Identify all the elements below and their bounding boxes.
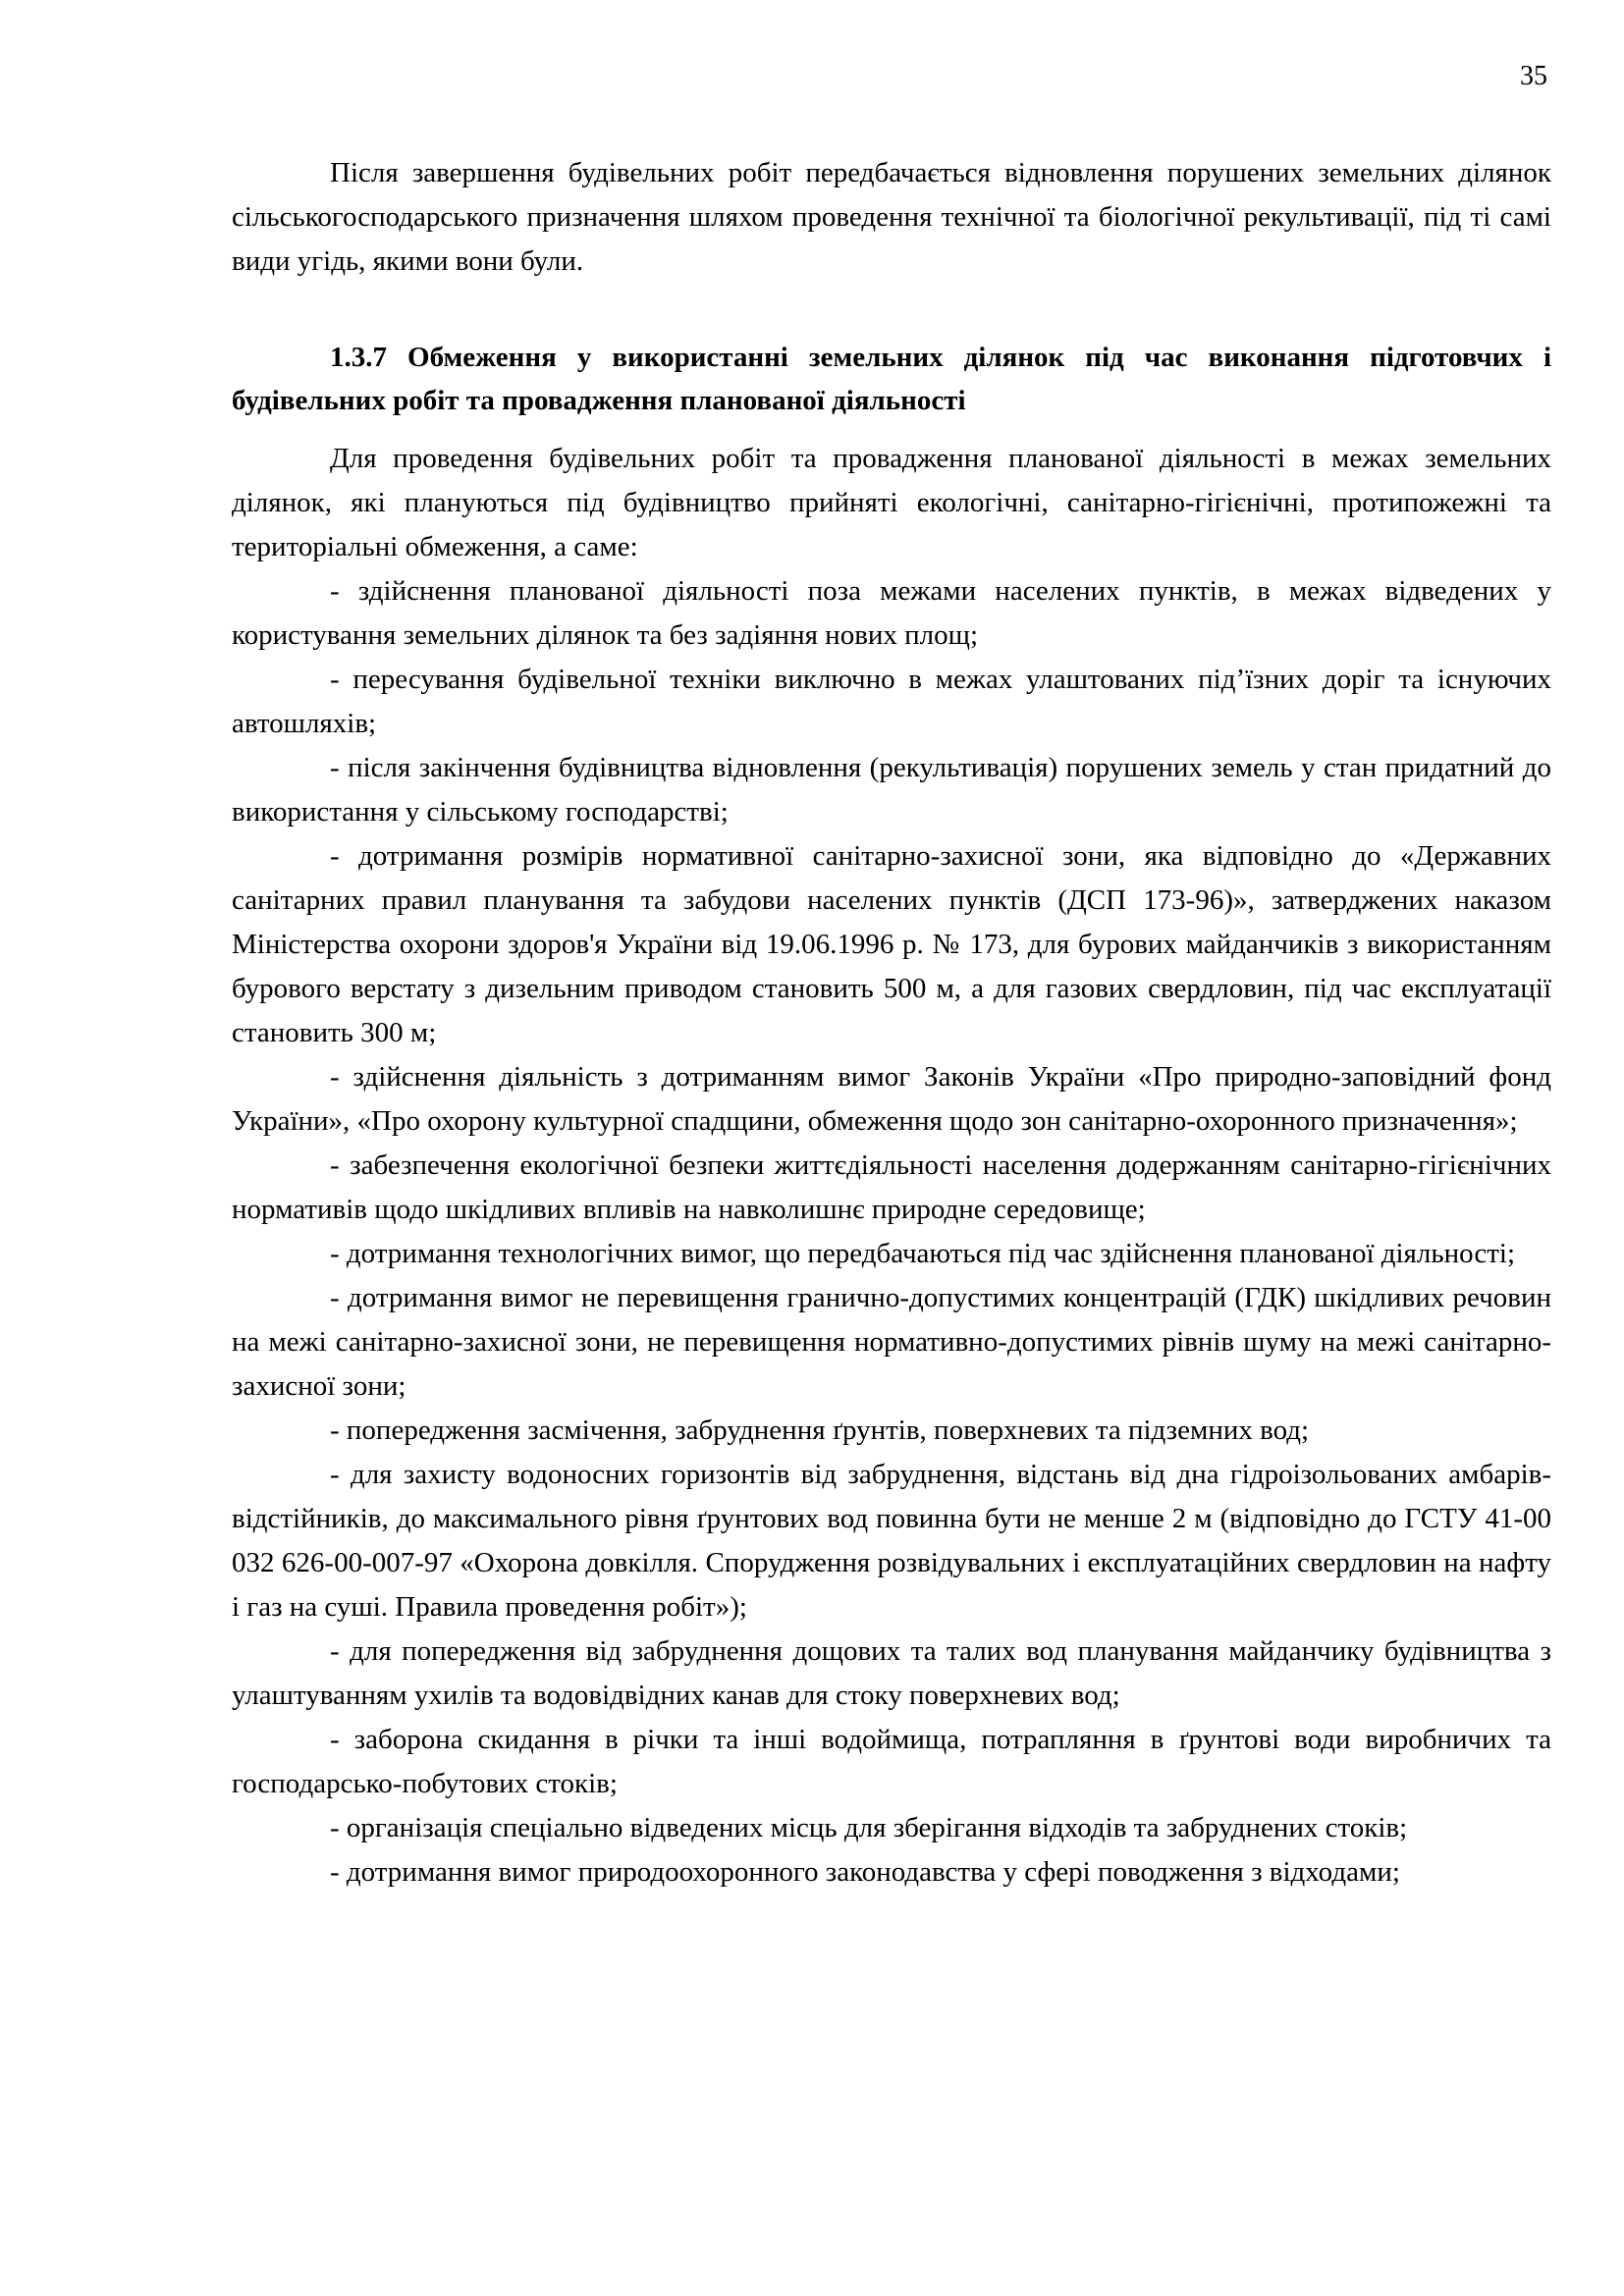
list-item: - після закінчення будівництва відновлення (рекультивація) порушених земель у стан придатний до використання у сільському господарстві; [232,752,1551,828]
page-number: 35 [1520,61,1547,91]
list-item: - дотримання вимог не перевищення гранично-допустимих концентрацій (ГДК) шкідливих речовин на межі санітарно-захисної зони, не перевищення нормативно-допустимих рівнів шуму на межі санітарно-захисної зони; [232,1282,1551,1402]
list-item: - для попередження від забруднення дощових та талих вод планування майданчику будівництва з улаштуванням ухилів та водовідвідних канав для стоку поверхневих вод; [232,1635,1551,1711]
list-item: - дотримання розмірів нормативної санітарно-захисної зони, яка відповідно до «Державних санітарних правил планування та забудови населених пунктів (ДСП 173-96)», затверджених наказом Міністерства охорони здоров'я України від 19.06.1996 р. № 173, для бурових майданчиків з використанням бурового верстату з дизельним приводом становить 500 м, а для газових свердловин, під час експлуатації становить 300 м; [232,840,1551,1048]
list-item: - пересування будівельної техніки виключно в межах улаштованих під’їзних доріг та існуючих автошляхів; [232,664,1551,739]
list-item: - попередження засмічення, забруднення ґрунтів, поверхневих та підземних вод; [330,1415,1310,1446]
list-item: - здійснення діяльність з дотриманням вимог Законів України «Про природно-заповідний фонд України», «Про охорону культурної спадщини, обмеження щодо зон санітарно-охоронного призначення»; [232,1061,1551,1137]
section-heading: 1.3.7 Обмеження у використанні земельних ділянок під час виконання підготовчих і будівельних робіт та провадження планованої діяльності [232,342,1551,416]
restrictions-list [232,569,1551,1895]
list-item: - для захисту водоносних горизонтів від забруднення, відстань від дна гідроізольованих амбарів-відстійників, до максимального рівня ґрунтових вод повинна бути не менше 2 м (відповідно до ГСТУ 41-00 032 626-00-007-97 «Охорона довкілля. Спорудження розвідувальних і експлуатаційних свердловин на нафту і газ на суші. Правила проведення робіт»); [232,1459,1551,1623]
list-item: - дотримання технологічних вимог, що передбачаються під час здійснення планованої діяльності; [330,1238,1515,1269]
list-item: - заборона скидання в річки та інші водоймища, потрапляння в ґрунтові води виробничих та господарсько-побутових стоків; [232,1724,1551,1799]
intro-paragraph: Після завершення будівельних робіт передбачається відновлення порушених земельних ділянок сільськогосподарського призначення шляхом проведення технічної та біологічної рекультивації, під ті самі види угідь, якими вони були. [232,157,1551,277]
lead-paragraph: Для проведення будівельних робіт та провадження планованої діяльності в межах земельних ділянок, які плануються під будівництво прийняті екологічні, санітарно-гігієнічні, протипожежні та територіальні обмеження, а саме: [232,443,1551,562]
list-item: - забезпечення екологічної безпеки життєдіяльності населення додержанням санітарно-гігієнічних нормативів щодо шкідливих впливів на навколишнє природне середовище; [232,1149,1551,1225]
document-body [232,151,1551,1895]
list-item: - здійснення планованої діяльності поза межами населених пунктів, в межах відведених у користування земельних ділянок та без задіяння нових площ; [232,575,1551,651]
list-item: - дотримання вимог природоохоронного законодавства у сфері поводження з відходами; [330,1856,1400,1888]
list-item: - організація спеціально відведених місць для зберігання відходів та забруднених стоків; [330,1812,1408,1843]
